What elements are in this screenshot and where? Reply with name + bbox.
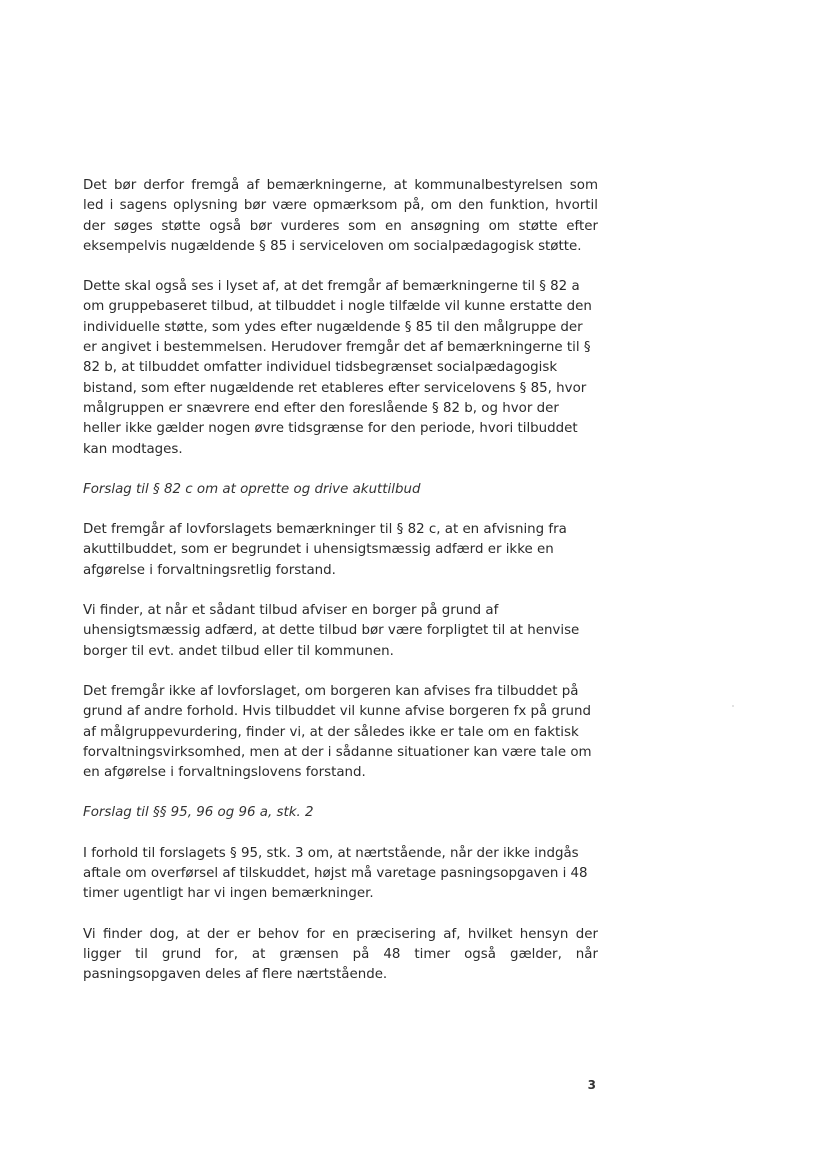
section-heading: Forslag til § 82 c om at oprette og drive akuttilbud [83, 481, 421, 497]
document-body [83, 176, 598, 1006]
section-heading: Forslag til §§ 95, 96 og 96 a, stk. 2 [83, 805, 314, 821]
paragraph: Det fremgår af lovforslagets bemærkninger til § 82 c, at en afvisning fra akuttilbuddet, som er begrundet i uhensigtsmæssig adfærd er ikke en afgørelse i forvaltningsretlig forstand. [83, 522, 567, 578]
paragraph: Vi finder, at når et sådant tilbud afviser en borger på grund af uhensigtsmæssig adfærd, at dette tilbud bør være forpligtet til at henvise borger til evt. andet tilbud eller til kommunen. [83, 603, 580, 659]
paragraph: I forhold til forslagets § 95, stk. 3 om, at nærtstående, når der ikke indgås aftale om overførsel af tilskuddet, højst må varetage pasningsopgaven i 48 timer ugentligt har vi ingen bemærkninger. [83, 845, 588, 902]
paragraph: Vi finder dog, at der er behov for en præcisering af, hvilket hensyn der ligger til grund for, at grænsen på 48 timer også gælder, når pasningsopgaven deles af flere nærtstående. [83, 926, 598, 983]
scan-speck [732, 705, 734, 707]
paragraph: Det fremgår ikke af lovforslaget, om borgeren kan afvises fra tilbuddet på grund af andre forhold. Hvis tilbuddet vil kunne afvise borgeren fx på grund af målgruppevurdering, finder vi, at der således ikke er tale om en faktisk forvaltningsvirksomhed, men at der i sådanne situationer kan være tale om en afgørelse i forvaltningslovens forstand. [83, 683, 592, 781]
paragraph: Det bør derfor fremgå af bemærkningerne, at kommunalbestyrelsen som led i sagens oplysning bør være opmærksom på, om den funktion, hvortil der søges støtte også bør vurderes som en ansøgning om støtte efter eksempelvis nugældende § 85 i serviceloven om socialpædagogisk støtte. [83, 178, 598, 254]
paragraph: Dette skal også ses i lyset af, at det fremgår af bemærkningerne til § 82 a om gruppebaseret tilbud, at tilbuddet i nogle tilfælde vil kunne erstatte den individuelle støtte, som ydes efter nugældende § 85 til den målgruppe der er angivet i bestemmelsen. Herudover fremgår det af bemærkningerne til § 82 b, at tilbuddet omfatter individuel tidsbegrænset socialpædagogisk bistand, som efter nugældende ret etableres efter servicelovens § 85, hvor målgruppen er snævrere end efter den foreslående § 82 b, og hvor der heller ikke gælder nogen øvre tidsgrænse for den periode, hvori tilbuddet kan modtages. [83, 279, 592, 457]
page-number: 3 [587, 1078, 596, 1092]
